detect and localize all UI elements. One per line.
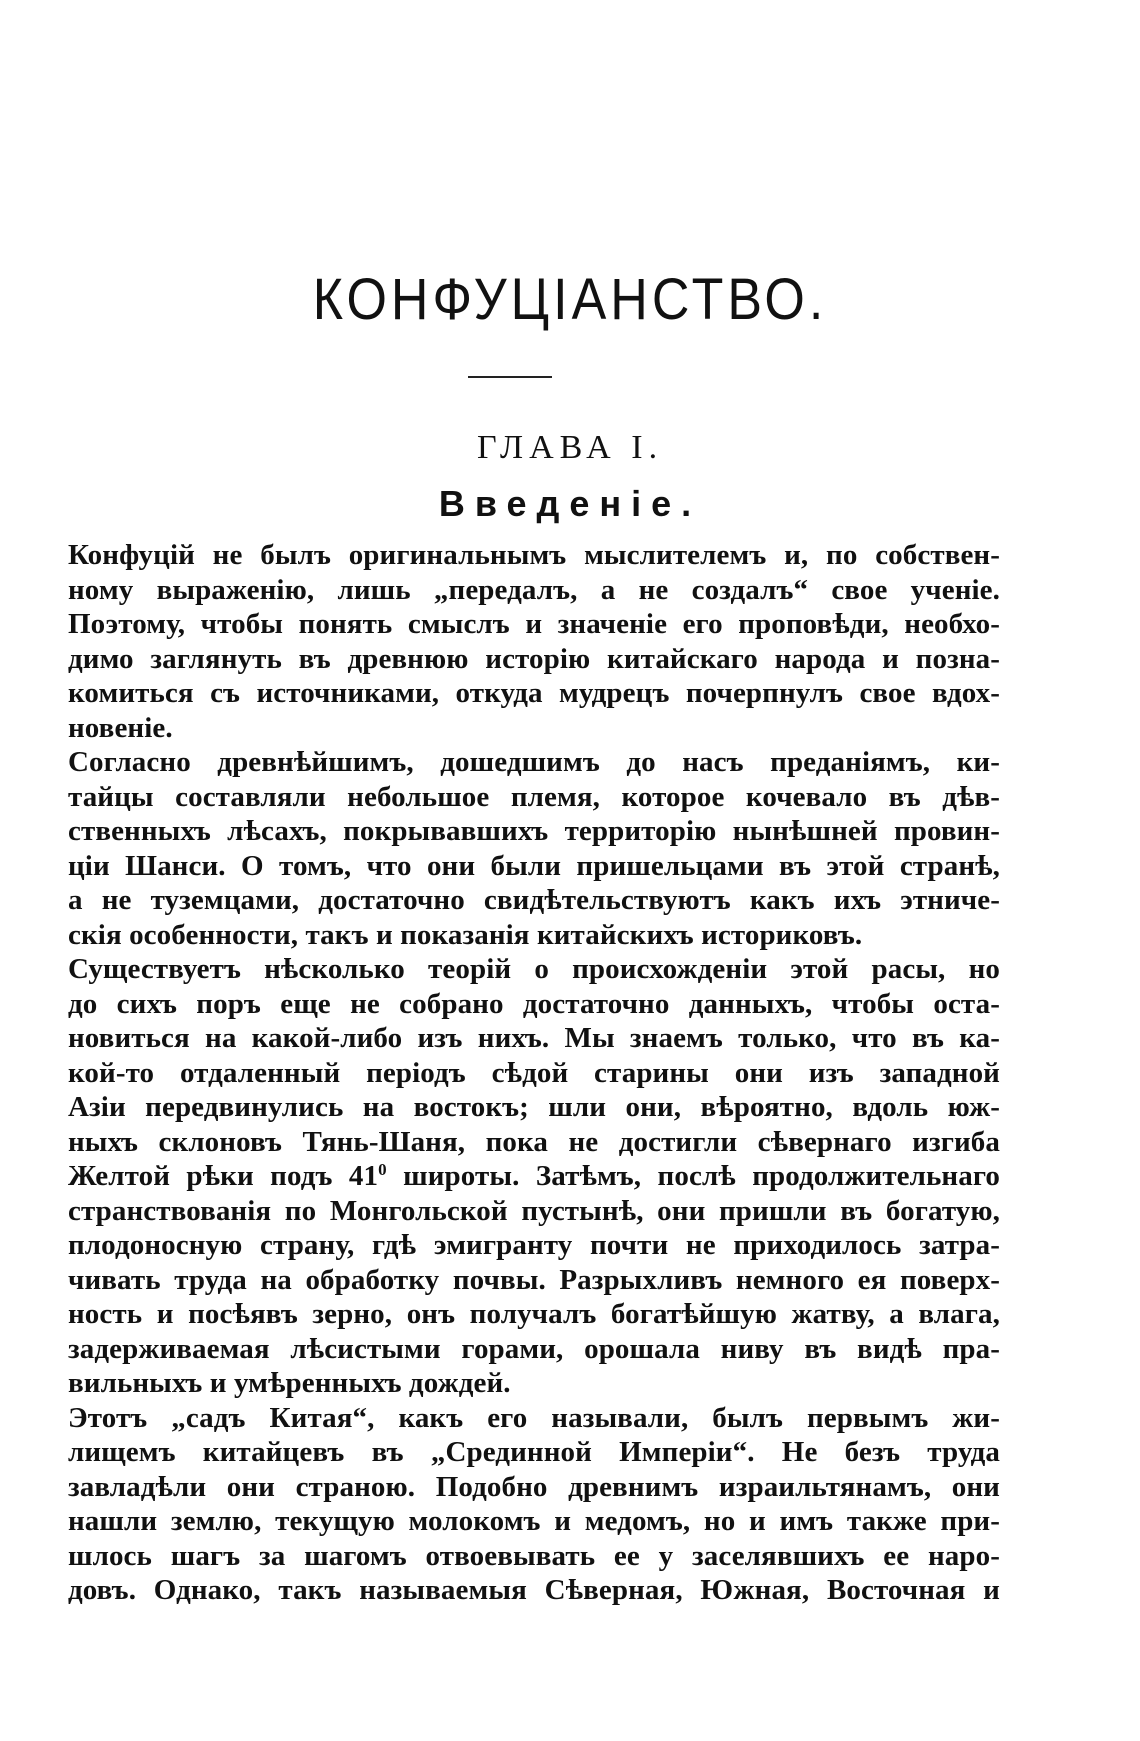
text-line: Конфуцій не былъ оригинальнымъ мыслителемъ и, по собствен- [68, 539, 1000, 571]
chapter-subtitle: Введеніе. [438, 483, 702, 524]
text-line: комиться съ источниками, откуда мудрецъ почерпнулъ свое вдох- [68, 677, 1000, 709]
text-line: до сихъ поръ еще не собрано достаточно данныхъ, чтобы оста- [68, 987, 1000, 1020]
text-line: ственныхъ лѣсахъ, покрывавшихъ территорію нынѣшней провин- [68, 815, 1000, 847]
text-line: Этотъ „садъ Китая“, какъ его называли, былъ первымъ жи- [68, 1401, 1000, 1434]
text-line: димо заглянуть въ древнюю исторію китайскаго народа и позна- [68, 642, 1000, 675]
text-line: нашли землю, текущую молокомъ и медомъ, но и имъ также при- [68, 1505, 1000, 1537]
chapter-heading: ГЛАВА I. [476, 429, 664, 466]
text-line: скія особенности, такъ и показанія китайскихъ историковъ. [68, 918, 863, 951]
text-line: завладѣли они страною. Подобно древнимъ израильтянамъ, они [68, 1470, 1000, 1503]
text-line: странствованія по Монгольской пустынѣ, они пришли въ богатую, [68, 1194, 1000, 1227]
text-line: задерживаемая лѣсистыми горами, орошала ниву въ видѣ пра- [68, 1332, 1000, 1365]
text-line: ціи Шанси. О томъ, что они были пришельцами въ этой странѣ, [68, 849, 1000, 882]
text-line: довъ. Однако, такъ называемыя Сѣверная, Южная, Восточная и [68, 1574, 1000, 1606]
text-line: кой-то отдаленный періодъ сѣдой старины они изъ западной [68, 1056, 1000, 1089]
text-line: новиться на какой-либо изъ нихъ. Мы знаемъ только, что въ ка- [68, 1022, 1000, 1054]
text-line: шлось шагъ за шагомъ отвоевывать ее у заселявшихъ ее наро- [68, 1539, 1000, 1572]
text-line: Согласно древнѣйшимъ, дошедшимъ до насъ преданіямъ, ки- [68, 746, 1000, 778]
page-title: КОНФУЦІАНСТВО. [312, 267, 828, 333]
degree-superscript: 0 [378, 1160, 387, 1179]
text-line: чивать труда на обработку почвы. Разрыхливъ немного ея поверх- [68, 1263, 1000, 1296]
text-line: Поэтому, чтобы понять смыслъ и значеніе его проповѣди, необхо- [68, 608, 1000, 640]
text-line: плодоносную страну, гдѣ эмигранту почти не приходилось затра- [68, 1229, 1000, 1261]
text-line: ность и посѣявъ зерно, онъ получалъ богатѣйшую жатву, а влага, [68, 1298, 1000, 1330]
text-line: а не туземцами, достаточно свидѣтельствуютъ какъ ихъ этниче- [68, 884, 1000, 916]
text-line: Азіи передвинулись на востокъ; шли они, вѣроятно, вдоль юж- [68, 1091, 1000, 1123]
text-line: тайцы составляли небольшое племя, которое кочевало въ дѣв- [68, 780, 1000, 813]
title-divider [468, 376, 552, 378]
text-fragment: Желтой рѣки подъ 41 [68, 1160, 379, 1192]
text-line: вильныхъ и умѣренныхъ дождей. [68, 1367, 511, 1399]
text-line: новеніе. [68, 711, 173, 744]
text-line: ныхъ склоновъ Тянь-Шаня, пока не достигли сѣвернаго изгиба [68, 1125, 1000, 1158]
body-text [68, 538, 1000, 1608]
text-fragment: широты. Затѣмъ, послѣ продолжительнаго [386, 1160, 1000, 1192]
text-line: лищемъ китайцевъ въ „Срединной Имперіи“. Не безъ труда [68, 1436, 1000, 1468]
text-line [68, 1159, 1000, 1194]
text-line: Существуетъ нѣсколько теорій о происхожденіи этой расы, но [68, 953, 1000, 985]
text-line: ному выраженію, лишь „передалъ, а не создалъ“ свое ученіе. [68, 573, 1000, 606]
